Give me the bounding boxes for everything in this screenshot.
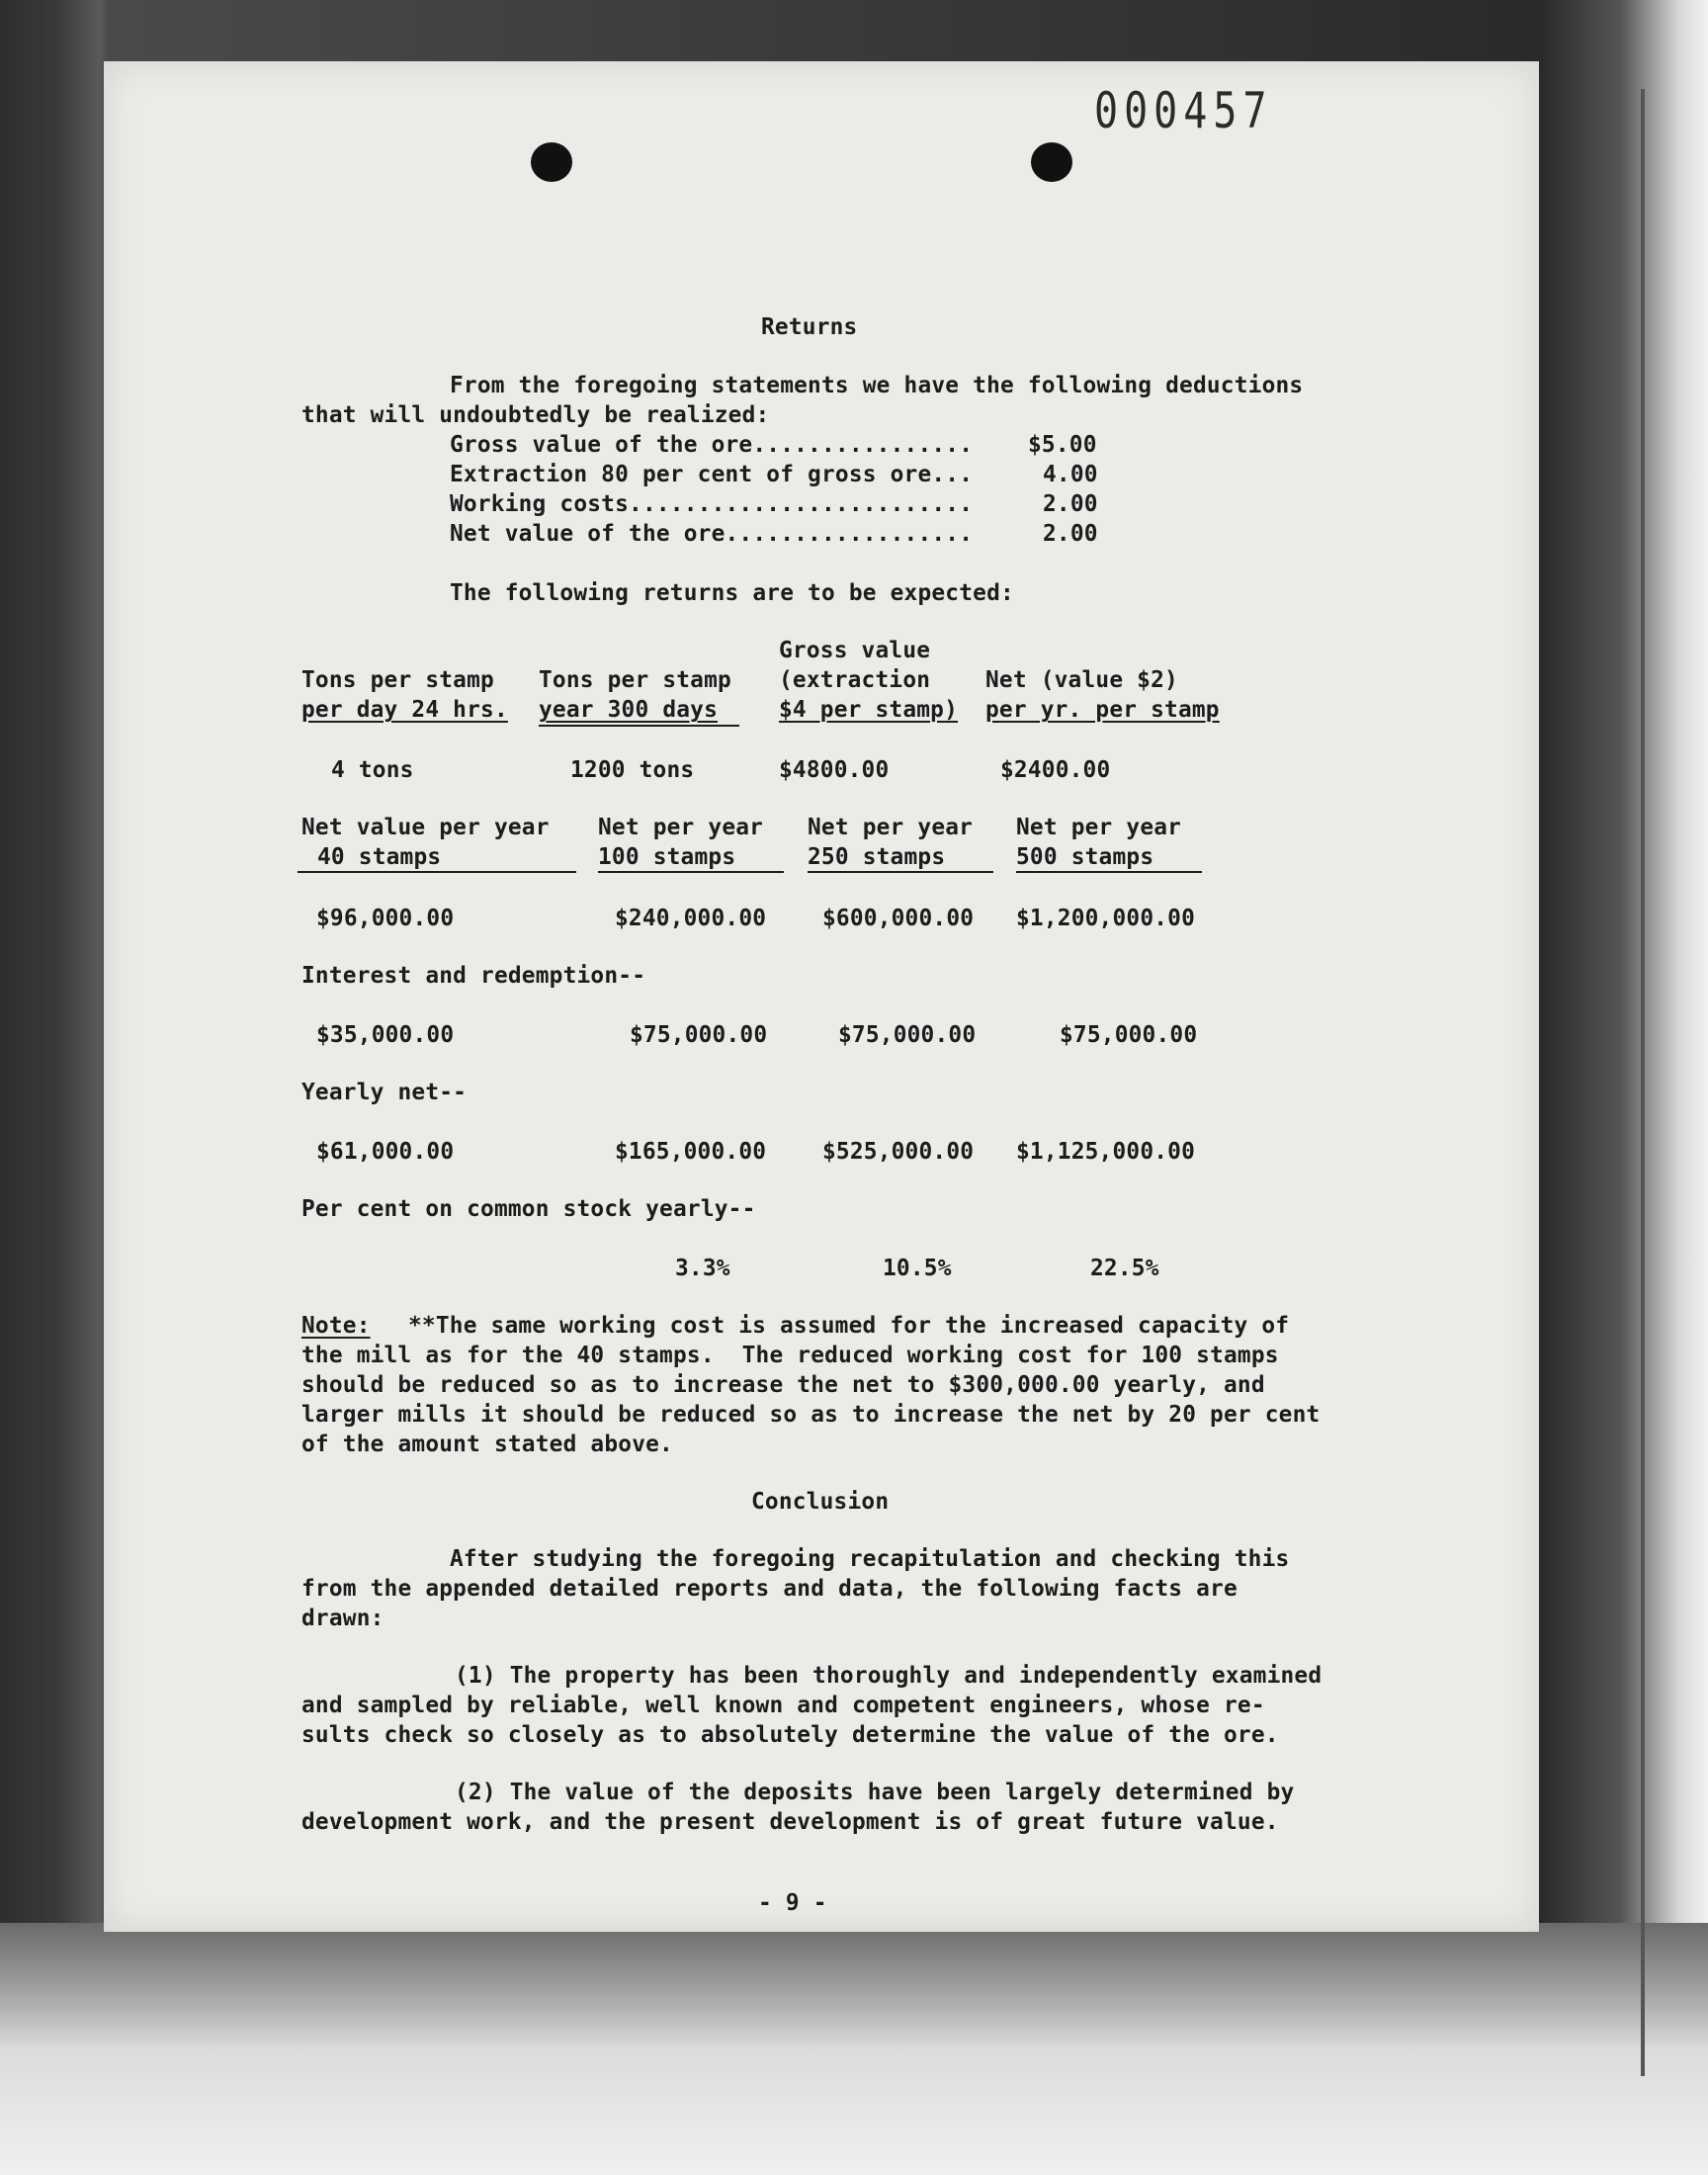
table2-header-col4-line2: 500 stamps (1016, 844, 1154, 870)
table1-header-col2-line1: Tons per stamp (539, 667, 731, 693)
deduction-value: 2.00 (1043, 521, 1098, 547)
interest-cell: $75,000.00 (630, 1022, 768, 1048)
table2-col1-underline (298, 871, 576, 873)
table1-header-col2-line2: year 300 days (539, 697, 719, 723)
table2-header-col3-line1: Net per year (808, 815, 974, 840)
table2-header-col4-line1: Net per year (1016, 815, 1182, 840)
interest-cell: $35,000.00 (316, 1022, 455, 1048)
document-page (104, 61, 1539, 1932)
punch-hole-right (1031, 142, 1072, 182)
deduction-value: 4.00 (1043, 462, 1098, 487)
table1-cell: 1200 tons (570, 757, 695, 783)
table2-header-col3-line2: 250 stamps (808, 844, 946, 870)
note-line: larger mills it should be reduced so as to increase the net by 20 per cent (301, 1402, 1321, 1428)
table1-header-col4-line1: Net (value $2) (985, 667, 1178, 693)
note-line: the mill as for the 40 stamps. The reduced working cost for 100 stamps (301, 1343, 1279, 1368)
point1-line: (1) The property has been thoroughly and independently examined (455, 1663, 1323, 1689)
deduction-label: Extraction 80 per cent of gross ore... (450, 462, 974, 487)
table2-col2-underline (598, 871, 784, 873)
deduction-value: $5.00 (1028, 432, 1097, 458)
intro-line-1: From the foregoing statements we have the following deductions (450, 373, 1304, 398)
conclusion-line: from the appended detailed reports and data, the following facts are (301, 1576, 1238, 1602)
interest-cell: $75,000.00 (1060, 1022, 1198, 1048)
percent-label: Per cent on common stock yearly-- (301, 1196, 756, 1222)
table1-cell: $4800.00 (779, 757, 890, 783)
scan-bottom-margin (0, 1923, 1708, 2175)
table1-col2-underline (539, 725, 739, 727)
deduction-label: Gross value of the ore................ (450, 432, 974, 458)
returns-intro: The following returns are to be expected: (450, 580, 1014, 606)
conclusion-line: After studying the foregoing recapitulation and checking this (450, 1546, 1290, 1572)
table1-header-col1-line1: Tons per stamp (301, 667, 494, 693)
yearly-net-cell: $525,000.00 (822, 1139, 975, 1165)
table1-cell: $2400.00 (1000, 757, 1111, 783)
table1-header-gross-line1: Gross value (779, 638, 931, 663)
net-value-cell: $1,200,000.00 (1016, 906, 1196, 931)
table2-col3-underline (808, 871, 993, 873)
deduction-label: Net value of the ore.................. (450, 521, 974, 547)
point2-line: (2) The value of the deposits have been largely determined by (455, 1780, 1295, 1805)
document-number: 000457 (1094, 83, 1273, 140)
point1-line: sults check so closely as to absolutely determine the value of the ore. (301, 1722, 1279, 1748)
percent-cell: 10.5% (883, 1256, 952, 1281)
note-label: Note: (301, 1313, 371, 1339)
point1-line: and sampled by reliable, well known and competent engineers, whose re- (301, 1693, 1265, 1718)
table1-header-col3-line2: (extraction (779, 667, 931, 693)
interest-cell: $75,000.00 (838, 1022, 977, 1048)
punch-hole-left (531, 142, 572, 182)
note-line: of the amount stated above. (301, 1432, 673, 1457)
conclusion-line: drawn: (301, 1606, 384, 1631)
yearly-net-cell: $165,000.00 (615, 1139, 767, 1165)
net-value-cell: $600,000.00 (822, 906, 975, 931)
table2-header-col1-line1: Net value per year (301, 815, 550, 840)
note-line: should be reduced so as to increase the net to $300,000.00 yearly, and (301, 1372, 1265, 1398)
table2-col4-underline (1016, 871, 1202, 873)
table1-header-col3-line3: $4 per stamp) (779, 697, 959, 723)
deduction-value: 2.00 (1043, 491, 1098, 517)
deduction-label: Working costs......................... (450, 491, 974, 517)
table1-header-col4-line2: per yr. per stamp (985, 697, 1220, 723)
heading-returns: Returns (761, 314, 858, 340)
percent-cell: 22.5% (1090, 1256, 1159, 1281)
percent-cell: 3.3% (675, 1256, 730, 1281)
scan-edge-shadow (1641, 89, 1645, 2076)
table2-header-col1-line2: 40 stamps (317, 844, 442, 870)
table2-header-col2-line1: Net per year (598, 815, 764, 840)
yearly-net-cell: $1,125,000.00 (1016, 1139, 1196, 1165)
interest-label: Interest and redemption-- (301, 963, 646, 989)
intro-line-2: that will undoubtedly be realized: (301, 402, 770, 428)
table1-header-col1-line2: per day 24 hrs. (301, 697, 508, 723)
yearly-net-cell: $61,000.00 (316, 1139, 455, 1165)
point2-line: development work, and the present development is of great future value. (301, 1809, 1279, 1835)
table1-cell: 4 tons (331, 757, 414, 783)
yearly-net-label: Yearly net-- (301, 1080, 468, 1105)
net-value-cell: $96,000.00 (316, 906, 455, 931)
note-line: **The same working cost is assumed for the increased capacity of (408, 1313, 1290, 1339)
table2-header-col2-line2: 100 stamps (598, 844, 736, 870)
net-value-cell: $240,000.00 (615, 906, 767, 931)
heading-conclusion: Conclusion (751, 1489, 890, 1515)
page-number: - 9 - (758, 1890, 827, 1916)
